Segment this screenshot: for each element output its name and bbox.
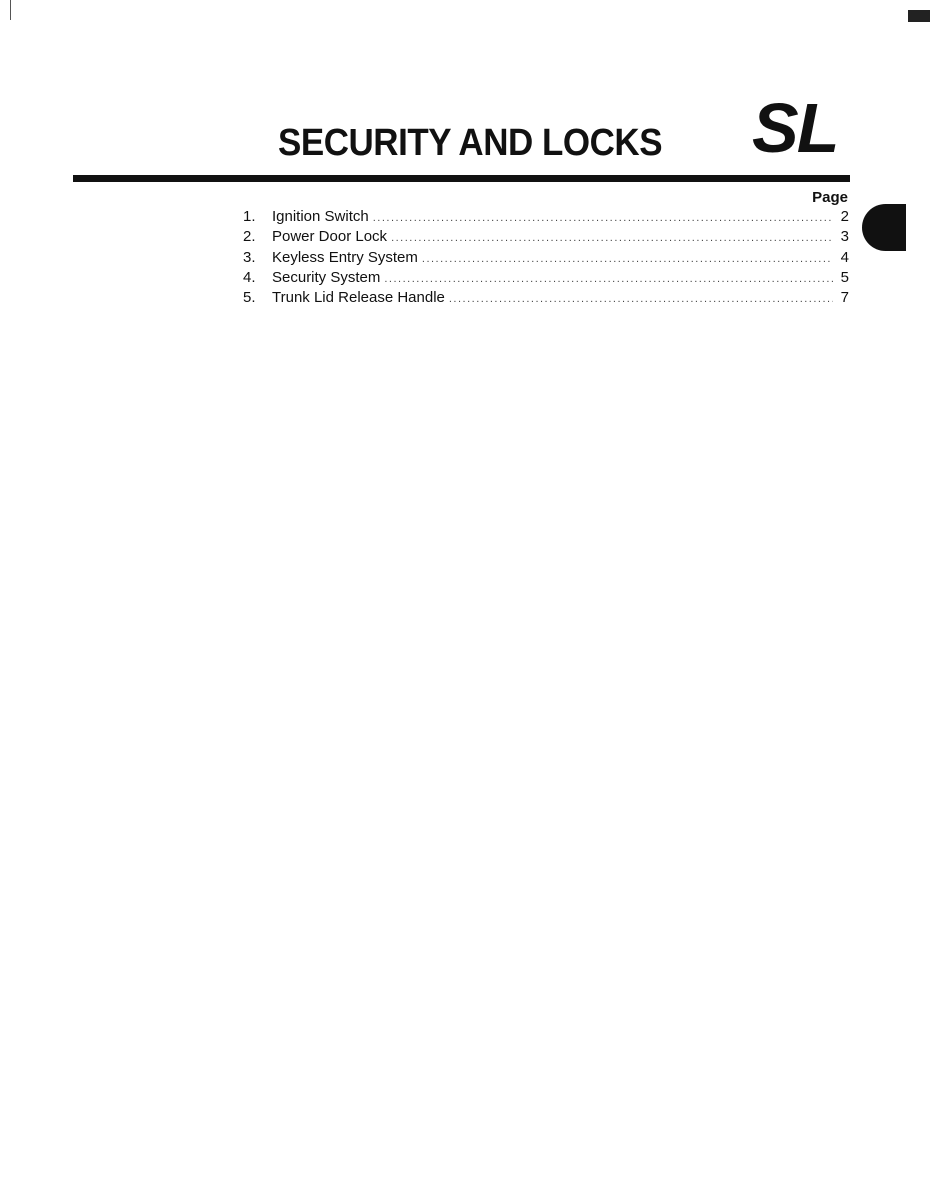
toc-entry[interactable]	[243, 268, 849, 288]
toc-number: 4.	[243, 268, 256, 286]
page-column-header: Page	[812, 189, 848, 206]
table-of-contents	[243, 207, 849, 308]
toc-entry[interactable]	[243, 227, 849, 247]
scan-mark	[10, 0, 11, 20]
toc-page: 2	[840, 208, 849, 225]
toc-page: 7	[840, 289, 849, 307]
toc-label: Ignition Switch	[272, 208, 369, 225]
section-code: SL	[752, 89, 838, 167]
toc-number: 1.	[243, 208, 256, 225]
toc-entry[interactable]	[243, 248, 849, 268]
toc-page: 3	[840, 228, 849, 246]
toc-entry[interactable]	[243, 207, 849, 227]
dot-leader	[449, 289, 833, 309]
section-thumb-tab	[862, 204, 906, 251]
dot-leader	[373, 208, 833, 228]
toc-entry[interactable]	[243, 288, 849, 308]
toc-page: 5	[840, 268, 849, 286]
title-rule	[73, 175, 850, 182]
toc-page: 4	[840, 248, 849, 266]
dot-leader	[384, 269, 833, 289]
toc-label: Security System	[272, 268, 381, 286]
dot-leader	[391, 228, 833, 248]
dot-leader	[422, 249, 833, 269]
toc-number: 3.	[243, 248, 256, 266]
toc-number: 5.	[243, 289, 256, 307]
page-title: SECURITY AND LOCKS	[278, 122, 663, 164]
toc-label: Trunk Lid Release Handle	[272, 289, 445, 307]
toc-label: Keyless Entry System	[272, 248, 418, 266]
toc-label: Power Door Lock	[272, 228, 388, 246]
scan-artifact	[908, 10, 930, 22]
toc-number: 2.	[243, 228, 256, 246]
